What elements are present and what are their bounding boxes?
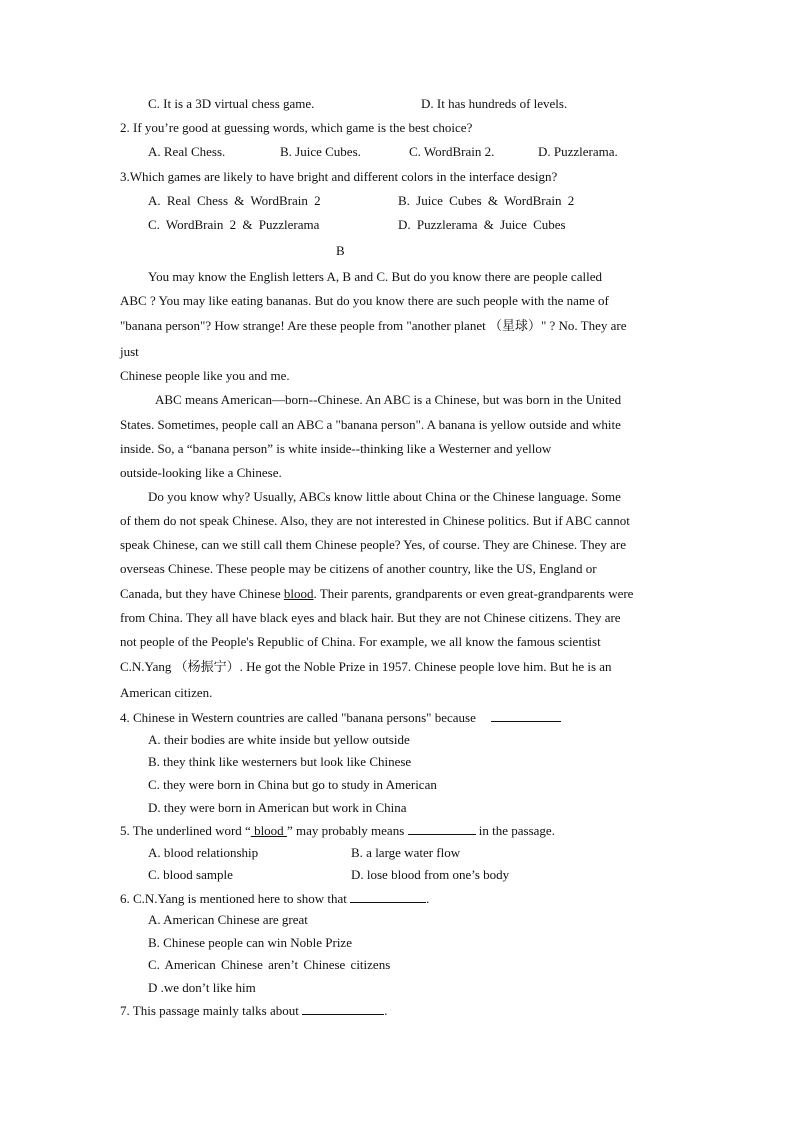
q5-option-b: B. a large water flow [351, 845, 461, 860]
underlined-word-blood: blood [283, 586, 314, 601]
q7-stem [120, 1002, 387, 1019]
passage-p3-line7: not people of the People's Republic of China. For example, we all know the famous scientist [120, 634, 601, 649]
q4-stem-text: 4. Chinese in Western countries are called "banana persons" because [120, 710, 476, 725]
passage-p2-line1: ABC means American—born--Chinese. An ABC is a Chinese, but was born in the United [155, 392, 622, 407]
p3-line5-post: . Their parents, grandparents or even great-grandparents were [313, 586, 634, 601]
passage-p2-line4: outside-looking like a Chinese. [120, 465, 282, 480]
passage-p2-line2: States. Sometimes, people call an ABC a "banana person". A banana is yellow outside and white [120, 417, 621, 432]
q3-stem: 3.Which games are likely to have bright and different colors in the interface design? [120, 169, 558, 184]
q4-option-a: A. their bodies are white inside but yellow outside [148, 732, 410, 747]
q3-option-c: C. WordBrain 2 & Puzzlerama [148, 217, 320, 232]
q3-option-d: D. Puzzlerama & Juice Cubes [398, 217, 566, 232]
passage-p1-line5: Chinese people like you and me. [120, 368, 290, 383]
passage-p3-line3: speak Chinese, can we still call them Chinese people? Yes, of course. They are Chinese. They are [120, 537, 627, 552]
q5-answer-blank [408, 822, 476, 835]
q5-option-a: A. blood relationship [148, 845, 259, 860]
q3-option-b: B. Juice Cubes & WordBrain 2 [398, 193, 575, 208]
q7-stem-end: . [384, 1003, 388, 1018]
passage-p3-line8: C.N.Yang （杨振宁）. He got the Noble Prize in 1957. Chinese people love him. But he is an [120, 659, 612, 674]
q5-stem-mid: ” may probably means [286, 823, 405, 838]
q3-option-a: A. Real Chess & WordBrain 2 [148, 193, 321, 208]
q2-option-b: B. Juice Cubes. [280, 144, 361, 159]
q5-stem-post: in the passage. [478, 823, 555, 838]
q4-stem [120, 709, 561, 726]
q2-option-d: D. Puzzlerama. [538, 144, 618, 159]
q1-option-d: D. It has hundreds of levels. [421, 96, 568, 111]
p3-line5-pre: Canada, but they have Chinese [120, 586, 284, 601]
q5-option-c: C. blood sample [148, 867, 233, 882]
passage-p1-line2: ABC ? You may like eating bananas. But do you know there are such people with the name of [120, 293, 609, 308]
q4-option-d: D. they were born in American but work in China [148, 800, 407, 815]
passage-p3-line1: Do you know why? Usually, ABCs know little about China or the Chinese language. Some [148, 489, 621, 504]
q6-stem-end: . [426, 891, 430, 906]
passage-p1-line3: "banana person"? How strange! Are these people from "another planet （星球）" ? No. They are [120, 318, 627, 333]
q4-answer-blank [491, 709, 561, 722]
q5-stem [120, 822, 555, 839]
passage-p3-line4: overseas Chinese. These people may be citizens of another country, like the US, England or [120, 561, 597, 576]
passage-p3-line6: from China. They all have black eyes and black hair. But they are not Chinese citizens. They are [120, 610, 621, 625]
section-b-title: B [336, 243, 345, 258]
passage-p1-line1: You may know the English letters A, B and C. But do you know there are people called [148, 269, 602, 284]
q6-option-a: A. American Chinese are great [148, 912, 308, 927]
q7-answer-blank [302, 1002, 384, 1015]
q2-option-a: A. Real Chess. [148, 144, 226, 159]
passage-p2-line3: inside. So, a “banana person” is white inside--thinking like a Westerner and yellow [120, 441, 552, 456]
q5-option-d: D. lose blood from one’s body [351, 867, 510, 882]
passage-p1-line4: just [120, 344, 139, 359]
q7-stem-text: 7. This passage mainly talks about [120, 1003, 299, 1018]
q6-stem [120, 890, 429, 907]
q5-stem-pre: 5. The underlined word “ [120, 823, 251, 838]
q6-stem-text: 6. C.N.Yang is mentioned here to show that [120, 891, 347, 906]
q6-option-c: C. American Chinese aren’t Chinese citizens [148, 957, 391, 972]
passage-p3-line5 [120, 586, 633, 602]
q6-option-d: D .we don’t like him [148, 980, 256, 995]
q2-option-c: C. WordBrain 2. [409, 144, 495, 159]
passage-p3-line9: American citizen. [120, 685, 213, 700]
q4-option-c: C. they were born in China but go to study in American [148, 777, 437, 792]
q1-option-c: C. It is a 3D virtual chess game. [148, 96, 315, 111]
q4-option-b: B. they think like westerners but look like Chinese [148, 754, 412, 769]
q5-underlined-blood: blood [250, 823, 287, 838]
q6-option-b: B. Chinese people can win Noble Prize [148, 935, 352, 950]
q6-answer-blank [350, 890, 426, 903]
q2-stem: 2. If you’re good at guessing words, which game is the best choice? [120, 120, 473, 135]
passage-p3-line2: of them do not speak Chinese. Also, they are not interested in Chinese politics. But if ABC cannot [120, 513, 630, 528]
